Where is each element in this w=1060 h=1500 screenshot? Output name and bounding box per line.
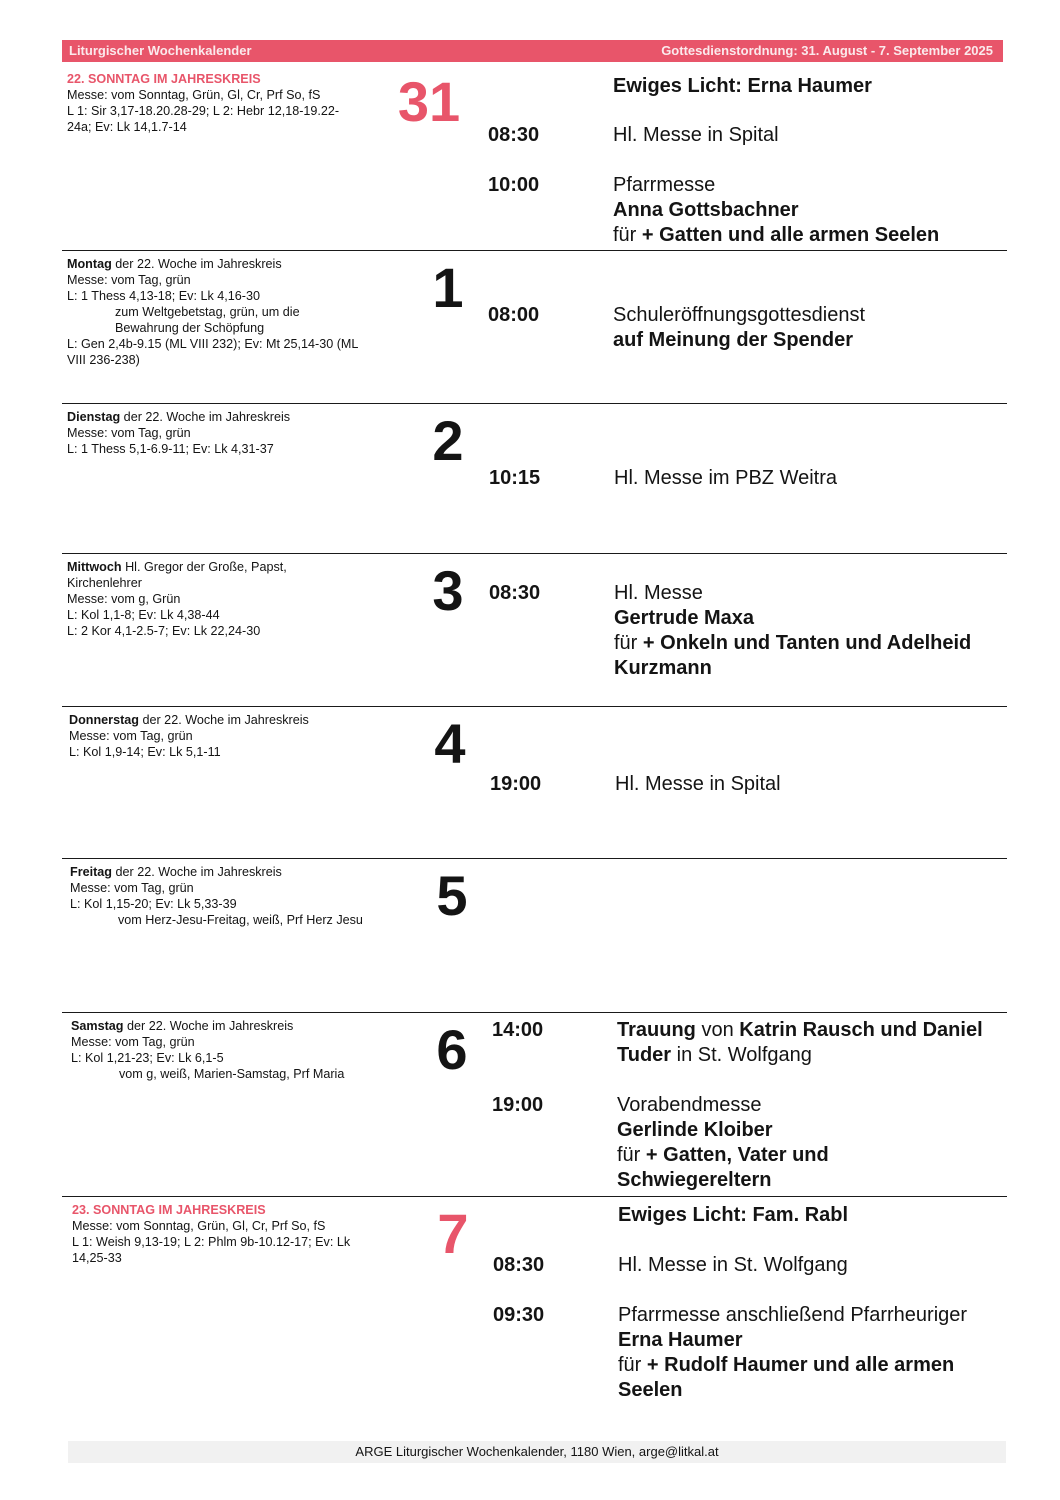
service-line: für + Gatten und alle armen Seelen (613, 224, 940, 246)
eternal-light-text: Ewiges Licht: Fam. Rabl (618, 1204, 849, 1226)
service-line: Hl. Messe in St. Wolfgang (618, 1254, 848, 1276)
day-number: 1 (432, 256, 464, 319)
service-line: Pfarrmesse anschließend Pfarrheuriger (618, 1304, 968, 1326)
service-line: Pfarrmesse (613, 174, 716, 196)
service-description (618, 1303, 1008, 1403)
liturgy-line: L: 1 Thess 4,13-18; Ev: Lk 4,16-30 (67, 289, 260, 303)
liturgy-line: 14,25-33 (72, 1251, 122, 1265)
day-number: 5 (436, 864, 468, 927)
header-right-title: Gottesdienstordnung: 31. August - 7. September 2025 (661, 43, 993, 58)
liturgy-line: L: Kol 1,15-20; Ev: Lk 5,33-39 (70, 897, 237, 911)
liturgy-info (70, 864, 400, 928)
service-line: für + Onkeln und Tanten und Adelheid (614, 632, 972, 654)
day-section (62, 858, 1007, 1012)
service-description (618, 1203, 1008, 1228)
day-section (62, 1196, 1007, 1436)
service-description (614, 581, 1004, 681)
service-description (613, 173, 1003, 248)
service-line: auf Meinung der Spender (613, 329, 854, 351)
footer: ARGE Liturgischer Wochenkalender, 1180 Wien, arge@litkal.at (68, 1441, 1006, 1463)
liturgy-line: VIII 236-238) (67, 353, 140, 367)
service-description (613, 303, 1003, 353)
liturgy-line: L: Kol 1,21-23; Ev: Lk 6,1-5 (71, 1051, 224, 1065)
liturgy-line: vom g, weiß, Marien-Samstag, Prf Maria (119, 1067, 345, 1081)
liturgy-line: Bewahrung der Schöpfung (115, 321, 265, 335)
day-heading: Mittwoch Hl. Gregor der Große, Papst, (67, 560, 287, 574)
liturgy-line: Messe: vom Tag, grün (70, 881, 194, 895)
day-number: 31 (397, 70, 461, 133)
service-description (613, 123, 1003, 148)
divider (62, 706, 1007, 707)
liturgy-info (69, 712, 399, 760)
divider (62, 403, 1007, 404)
liturgy-line: Messe: vom Sonntag, Grün, Gl, Cr, Prf So, fS (67, 88, 321, 102)
day-heading: Montag der 22. Woche im Jahreskreis (67, 257, 282, 271)
header-bar (62, 40, 1003, 62)
service-line: Gerlinde Kloiber (617, 1119, 773, 1141)
service-time: 19:00 (490, 773, 542, 795)
service-time: 08:00 (488, 304, 540, 326)
liturgy-line: Messe: vom Sonntag, Grün, Gl, Cr, Prf So, fS (72, 1219, 326, 1233)
service-time: 10:00 (488, 174, 540, 196)
liturgy-line: L: Kol 1,9-14; Ev: Lk 5,1-11 (69, 745, 221, 759)
eternal-light-text: Ewiges Licht: Erna Haumer (613, 75, 872, 97)
service-line: für + Rudolf Haumer und alle armen (618, 1354, 955, 1376)
divider (62, 858, 1007, 859)
day-heading: 23. SONNTAG IM JAHRESKREIS (72, 1203, 266, 1217)
liturgy-line: L 1: Sir 3,17-18.20.28-29; L 2: Hebr 12,18-19.22- (67, 104, 340, 118)
service-line: Schwiegereltern (617, 1169, 772, 1191)
day-heading: Dienstag der 22. Woche im Jahreskreis (67, 410, 291, 424)
service-time: 14:00 (492, 1019, 544, 1041)
liturgy-line: Messe: vom Tag, grün (69, 729, 193, 743)
liturgy-info (72, 1202, 402, 1266)
day-section (62, 403, 1007, 553)
liturgy-line: L: 1 Thess 5,1-6.9-11; Ev: Lk 4,31-37 (67, 442, 274, 456)
service-line: Anna Gottsbachner (613, 199, 799, 221)
divider (62, 553, 1007, 554)
service-time: 09:30 (493, 1304, 545, 1326)
day-number: 7 (437, 1202, 469, 1265)
liturgy-info (71, 1018, 401, 1082)
service-description (613, 74, 1003, 99)
header-left-title: Liturgischer Wochenkalender (69, 43, 252, 58)
day-section (62, 66, 1007, 250)
day-section (62, 250, 1007, 403)
liturgy-line: 24a; Ev: Lk 14,1.7-14 (67, 120, 187, 134)
service-description (618, 1253, 1008, 1278)
liturgy-line: Messe: vom Tag, grün (71, 1035, 195, 1049)
divider (62, 1196, 1007, 1197)
liturgy-line: Messe: vom g, Grün (67, 592, 181, 606)
divider (62, 250, 1007, 251)
day-section (62, 706, 1007, 858)
service-time: 08:30 (493, 1254, 545, 1276)
liturgy-line: Messe: vom Tag, grün (67, 426, 191, 440)
day-number: 3 (432, 559, 464, 622)
day-number: 4 (434, 712, 466, 775)
service-time: 08:30 (488, 124, 540, 146)
day-heading: 22. SONNTAG IM JAHRESKREIS (67, 72, 261, 86)
service-line: Hl. Messe (614, 582, 703, 604)
day-heading: Freitag der 22. Woche im Jahreskreis (70, 865, 282, 879)
liturgy-line: L: 2 Kor 4,1-2.5-7; Ev: Lk 22,24-30 (67, 624, 261, 638)
service-line: Seelen (618, 1379, 683, 1401)
service-line: Hl. Messe in Spital (615, 773, 781, 795)
service-line: Vorabendmesse (617, 1094, 762, 1116)
liturgy-info (67, 71, 397, 135)
service-description (615, 772, 1005, 797)
service-line: für + Gatten, Vater und (617, 1144, 829, 1166)
liturgy-line: L: Kol 1,1-8; Ev: Lk 4,38-44 (67, 608, 220, 622)
day-number: 2 (432, 409, 464, 472)
liturgy-info (67, 409, 397, 457)
day-heading: Samstag der 22. Woche im Jahreskreis (71, 1019, 294, 1033)
liturgy-line: L: Gen 2,4b-9.15 (ML VIII 232); Ev: Mt 25,14-30 (ML (67, 337, 359, 351)
service-line: Kurzmann (614, 657, 712, 679)
day-number: 6 (436, 1018, 468, 1081)
liturgy-line: L 1: Weish 9,13-19; L 2: Phlm 9b-10.12-17; Ev: Lk (72, 1235, 351, 1249)
service-line: Gertrude Maxa (614, 607, 755, 629)
day-heading: Donnerstag der 22. Woche im Jahreskreis (69, 713, 309, 727)
service-line: Hl. Messe in Spital (613, 124, 779, 146)
liturgy-info (67, 256, 397, 368)
service-description (617, 1018, 1007, 1068)
service-time: 19:00 (492, 1094, 544, 1116)
service-line: Schuleröffnungsgottesdienst (613, 304, 866, 326)
service-description (617, 1093, 1007, 1193)
service-line: Trauung von Katrin Rausch und Daniel (617, 1019, 983, 1041)
liturgy-line: Kirchenlehrer (67, 576, 142, 590)
service-time: 08:30 (489, 582, 541, 604)
service-line: Erna Haumer (618, 1329, 743, 1351)
day-section (62, 553, 1007, 706)
liturgy-line: zum Weltgebetstag, grün, um die (115, 305, 300, 319)
liturgy-line: vom Herz-Jesu-Freitag, weiß, Prf Herz Jesu (118, 913, 363, 927)
service-time: 10:15 (489, 467, 541, 489)
day-section (62, 1012, 1007, 1196)
service-line: Hl. Messe im PBZ Weitra (614, 467, 837, 489)
service-description (614, 466, 1004, 491)
service-line: Tuder in St. Wolfgang (617, 1044, 812, 1066)
liturgy-line: Messe: vom Tag, grün (67, 273, 191, 287)
divider (62, 1012, 1007, 1013)
liturgy-info (67, 559, 397, 639)
